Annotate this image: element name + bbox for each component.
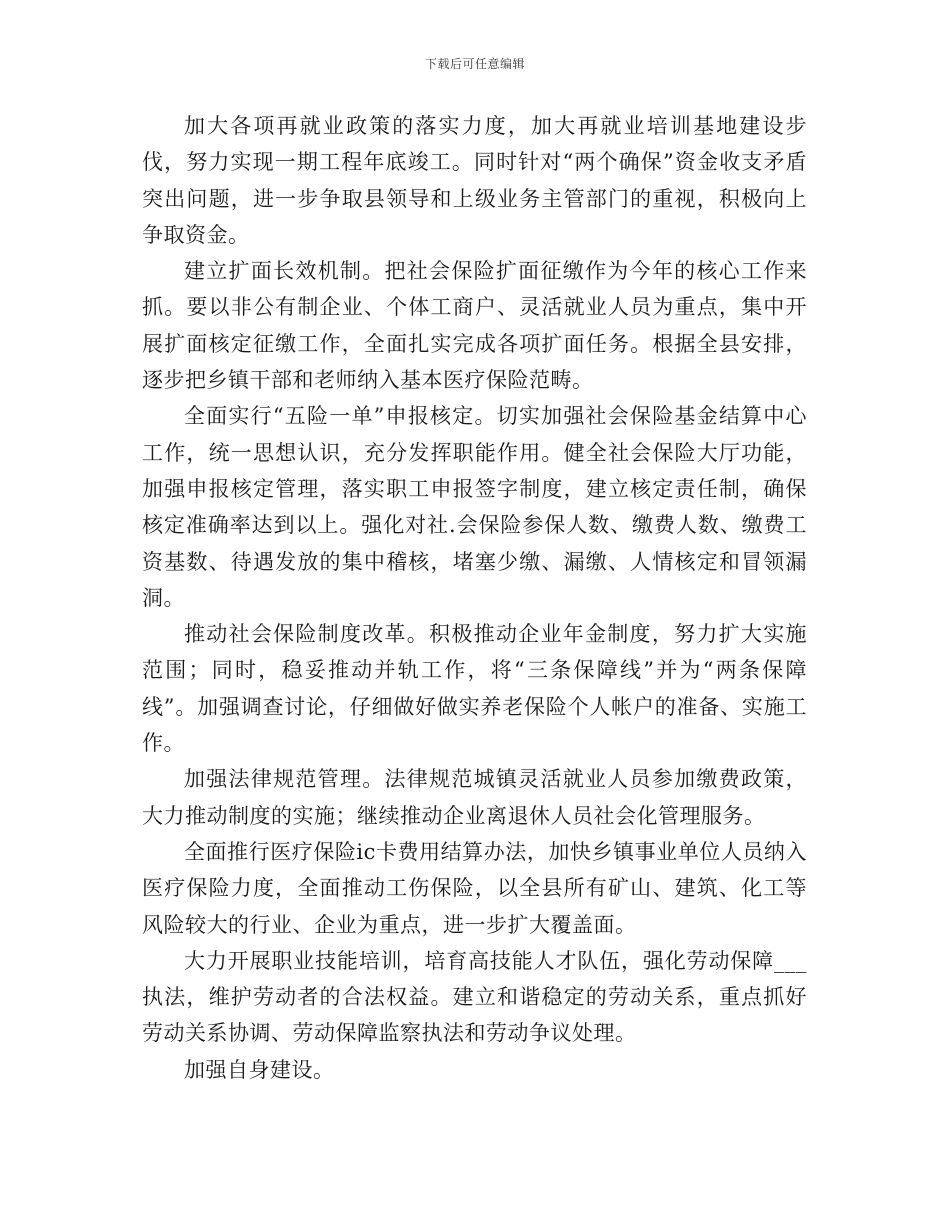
paragraph: 大力开展职业技能培训，培育高技能人才队伍，强化劳动保障___执法，维护劳动者的合法权益。建立和谐稳定的劳动关系，重点抓好劳动关系协调、劳动保障监察执法和劳动争议处理。 bbox=[142, 948, 807, 1046]
paragraph: 加强法律规范管理。法律规范城镇灵活就业人员参加缴费政策，大力推动制度的实施；继续推动企业离退休人员社会化管理服务。 bbox=[142, 767, 807, 828]
paragraph: 加大各项再就业政策的落实力度，加大再就业培训基地建设步伐，努力实现一期工程年底竣工。同时针对“两个确保”资金收支矛盾突出问题，进一步争取县领导和上级业务主管部门的重视，积极向上争取资金。 bbox=[142, 114, 807, 247]
document-body bbox=[142, 108, 807, 1088]
paragraph: 全面推行医疗保险ic卡费用结算办法，加快乡镇事业单位人员纳入医疗保险力度，全面推动工伤保险，以全县所有矿山、建筑、化工等风险较大的行业、企业为重点，进一步扩大覆盖面。 bbox=[142, 839, 807, 937]
paragraph: 加强自身建设。 bbox=[184, 1057, 335, 1082]
paragraph: 全面实行“五险一单”申报核定。切实加强社会保险基金结算中心工作，统一思想认识，充分发挥职能作用。健全社会保险大厅功能，加强申报核定管理，落实职工申报签字制度，建立核定责任制，确保核定准确率达到以上。强化对社.会保险参保人数、缴费人数、缴费工资基数、待遇发放的集中稽核，堵塞少缴、漏缴、人情核定和冒领漏洞。 bbox=[142, 404, 807, 610]
paragraph: 推动社会保险制度改革。积极推动企业年金制度，努力扩大实施范围；同时，稳妥推动并轨工作，将“三条保障线”并为“两条保障线”。加强调查讨论，仔细做好做实养老保险个人帐户的准备、实施工作。 bbox=[142, 622, 807, 756]
page-header-note: 下载后可任意编辑 bbox=[424, 57, 525, 71]
paragraph: 建立扩面长效机制。把社会保险扩面征缴作为今年的核心工作来抓。要以非公有制企业、个体工商户、灵活就业人员为重点，集中开展扩面核定征缴工作，全面扎实完成各项扩面任务。根据全县安排，逐步把乡镇干部和老师纳入基本医疗保险范畴。 bbox=[142, 259, 807, 393]
